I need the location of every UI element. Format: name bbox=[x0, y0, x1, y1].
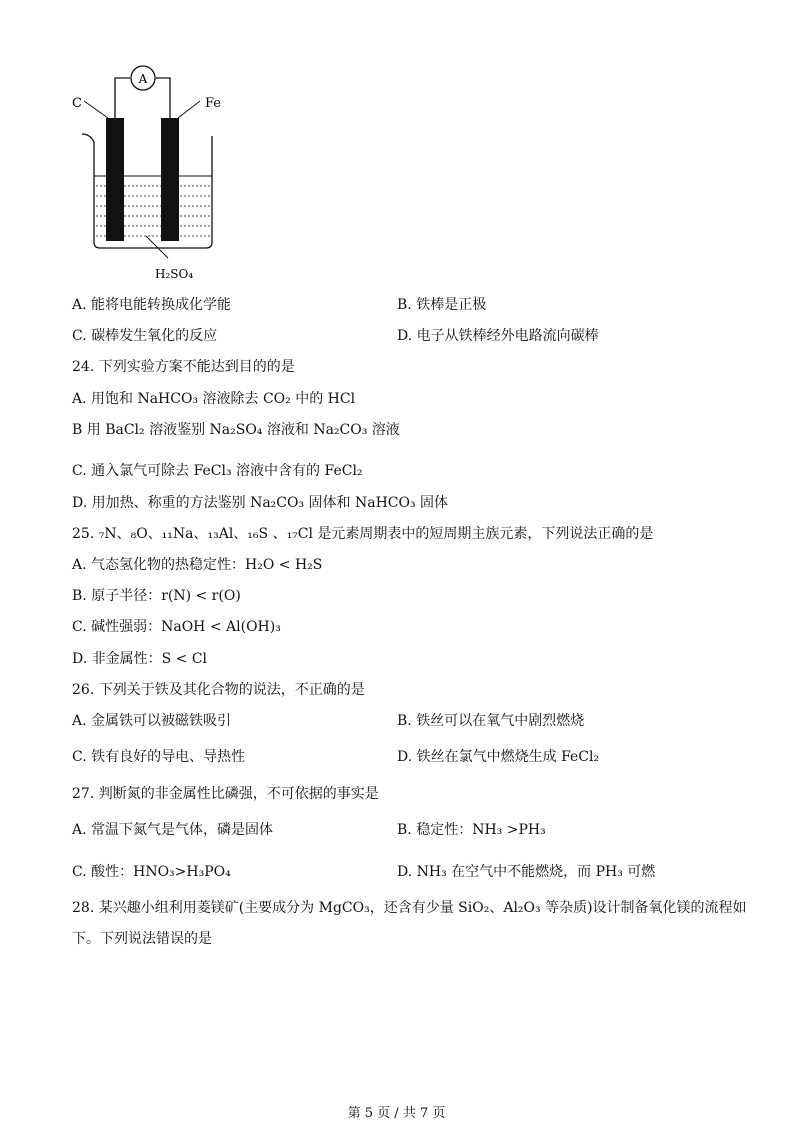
q26-option-b: B. 铁丝可以在氧气中剧烈燃烧 bbox=[397, 713, 585, 729]
q23-option-c: C. 碳棒发生氧化的反应 bbox=[72, 328, 218, 344]
q25-option-a: A. 气态氢化物的热稳定性：H₂O < H₂S bbox=[72, 557, 323, 573]
q27-option-d: D. NH₃ 在空气中不能燃烧，而 PH₃ 可燃 bbox=[397, 864, 656, 880]
q23-option-b: B. 铁棒是正极 bbox=[397, 297, 487, 313]
ammeter-label: A bbox=[138, 72, 148, 86]
q24-option-d: D. 用加热、称重的方法鉴别 Na₂CO₃ 固体和 NaHCO₃ 固体 bbox=[72, 495, 449, 511]
q27-stem: 27. 判断氮的非金属性比磷强，不可依据的事实是 bbox=[72, 786, 379, 802]
q26-stem: 26. 下列关于铁及其化合物的说法，不正确的是 bbox=[72, 682, 365, 698]
galvanic-cell-figure bbox=[60, 58, 240, 288]
q28-stem-line2: 下。下列说法错误的是 bbox=[72, 931, 212, 947]
q24-option-a: A. 用饱和 NaHCO₃ 溶液除去 CO₂ 中的 HCl bbox=[72, 391, 356, 407]
solution-label: H₂SO₄ bbox=[155, 267, 194, 281]
carbon-electrode bbox=[106, 118, 124, 241]
q25-option-d: D. 非金属性：S < Cl bbox=[72, 651, 208, 667]
q26-option-d: D. 铁丝在氯气中燃烧生成 FeCl₂ bbox=[397, 749, 600, 765]
page-footer: 第 5 页 / 共 7 页 bbox=[347, 1106, 446, 1121]
q28-stem-line1: 28. 某兴趣小组利用菱镁矿(主要成分为 MgCO₃，还含有少量 SiO₂、Al₂O₃ 等杂质)设计制备氧化镁的流程如 bbox=[72, 900, 747, 916]
q26-option-c: C. 铁有良好的导电、导热性 bbox=[72, 749, 246, 765]
left-electrode-label: C bbox=[72, 96, 82, 111]
q24-stem: 24. 下列实验方案不能达到目的的是 bbox=[72, 359, 295, 375]
q27-option-a: A. 常温下氮气是气体，磷是固体 bbox=[72, 822, 274, 838]
q23-option-a: A. 能将电能转换成化学能 bbox=[72, 297, 232, 313]
right-electrode-label: Fe bbox=[205, 96, 222, 111]
beaker bbox=[82, 134, 212, 248]
q25-option-b: B. 原子半径：r(N) < r(O) bbox=[72, 588, 241, 604]
q23-option-d: D. 电子从铁棒经外电路流向碳棒 bbox=[397, 328, 599, 344]
q24-option-b: B 用 BaCl₂ 溶液鉴别 Na₂SO₄ 溶液和 Na₂CO₃ 溶液 bbox=[72, 422, 400, 438]
q27-option-c: C. 酸性：HNO₃>H₃PO₄ bbox=[72, 864, 231, 880]
q25-stem: 25. ₇N、₈O、₁₁Na、₁₃Al、₁₆S 、₁₇Cl 是元素周期表中的短周期主族元素，下列说法正确的是 bbox=[72, 526, 654, 542]
iron-electrode bbox=[161, 118, 179, 241]
q26-option-a: A. 金属铁可以被磁铁吸引 bbox=[72, 713, 232, 729]
q24-option-c: C. 通入氯气可除去 FeCl₃ 溶液中含有的 FeCl₂ bbox=[72, 463, 363, 479]
q27-option-b: B. 稳定性：NH₃ >PH₃ bbox=[397, 822, 546, 838]
q25-option-c: C. 碱性强弱：NaOH < Al(OH)₃ bbox=[72, 619, 281, 635]
